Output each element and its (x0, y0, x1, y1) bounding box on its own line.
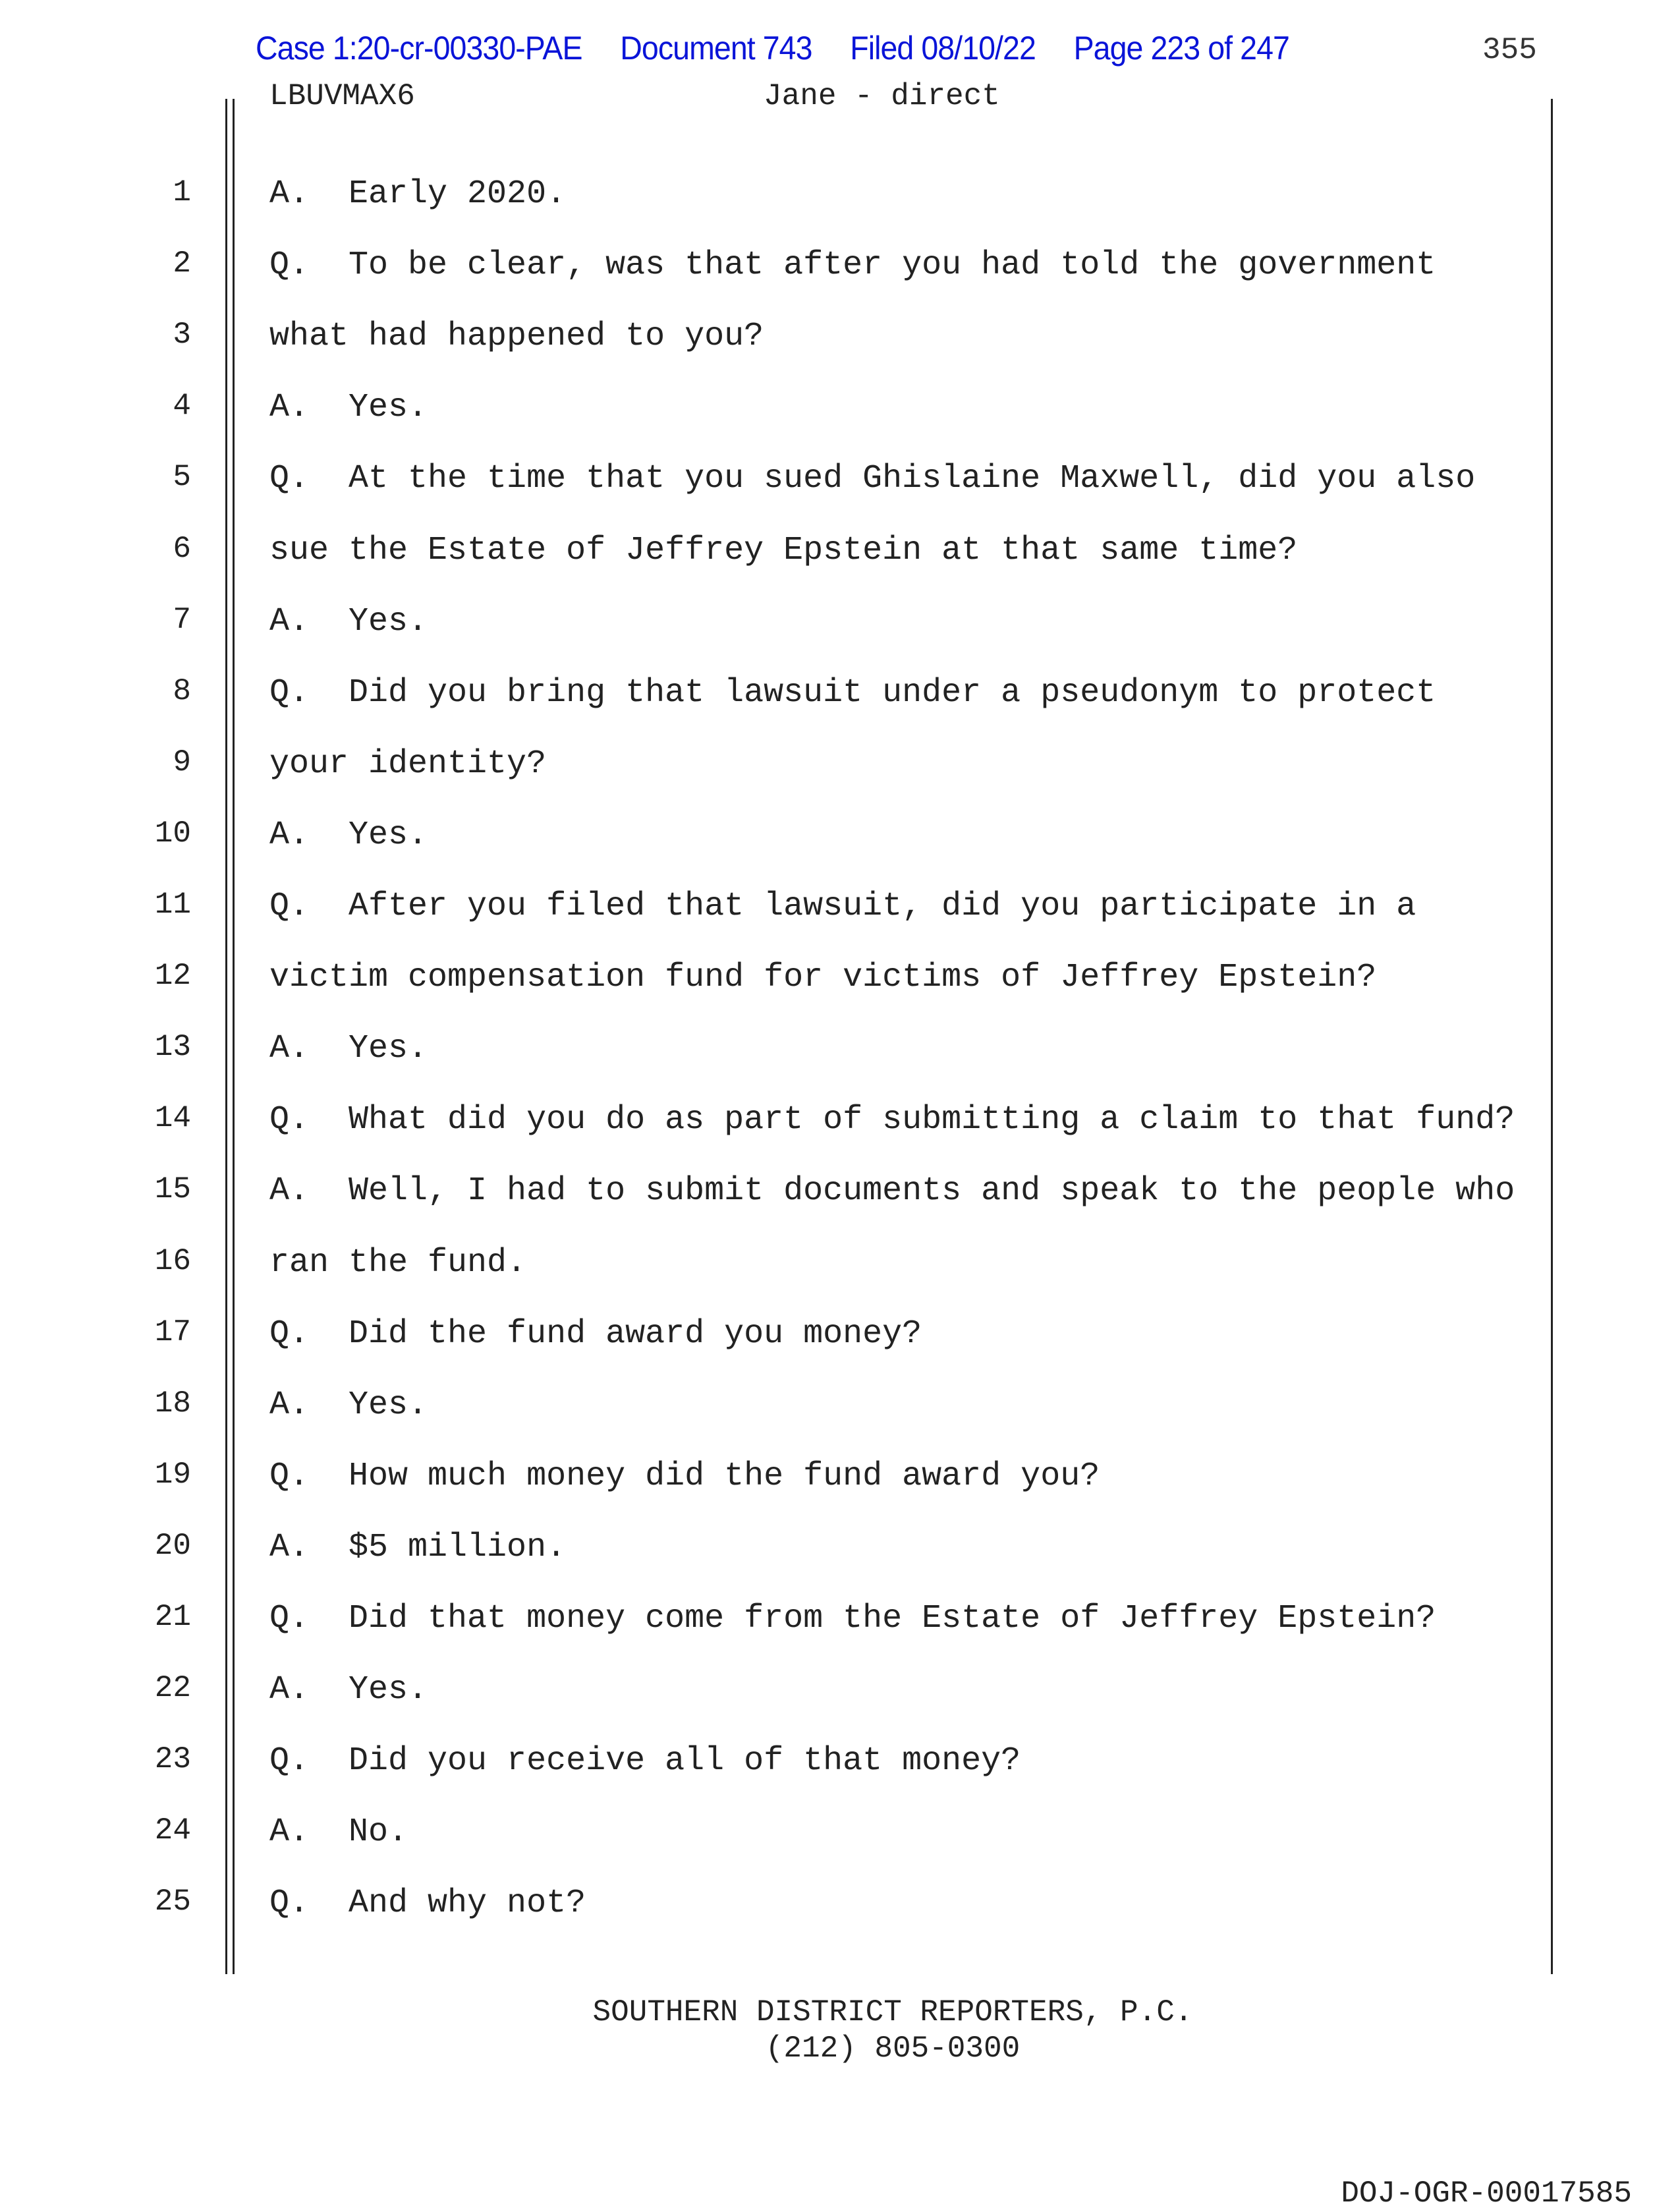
transcript-line: Q. What did you do as part of submitting a claim to that fund? (269, 1101, 1515, 1139)
transcript-line: ran the fund. (269, 1243, 527, 1282)
transcript-line: your identity? (269, 745, 547, 783)
transcript-line: Q. After you filed that lawsuit, did you participate in a (269, 888, 1416, 925)
document-number: Document 743 (620, 30, 812, 67)
line-number: 22 (154, 1671, 191, 1706)
line-number: 23 (154, 1742, 191, 1777)
line-number: 6 (173, 531, 191, 566)
line-number: 4 (173, 389, 191, 424)
transcript-line: Q. Did you receive all of that money? (269, 1742, 1021, 1780)
line-number: 8 (173, 673, 191, 708)
transcript-line: sue the Estate of Jeffrey Epstein at that same time? (269, 531, 1298, 569)
line-number: 13 (154, 1030, 191, 1065)
transcript-line: victim compensation fund for victims of Jeffrey Epstein? (269, 959, 1377, 997)
transcript-line: A. Yes. (269, 1030, 428, 1068)
line-number: 2 (173, 246, 191, 281)
left-margin-rule-inner (233, 99, 235, 1974)
line-number: 17 (154, 1315, 191, 1349)
line-number: 19 (154, 1457, 191, 1492)
line-number: 11 (154, 888, 191, 922)
line-number: 18 (154, 1386, 191, 1421)
transcript-line: A. Yes. (269, 602, 428, 640)
transcript-line: Q. Did that money come from the Estate of Jeffrey Epstein? (269, 1600, 1436, 1637)
running-head-section: Jane - direct (764, 79, 1000, 113)
line-number: 7 (173, 602, 191, 637)
case-number: Case 1:20-cr-00330-PAE (256, 30, 582, 67)
transcript-line: A. $5 million. (269, 1528, 567, 1566)
line-number: 12 (154, 959, 191, 994)
transcript-line: Q. How much money did the fund award you? (269, 1457, 1100, 1495)
right-margin-rule (1551, 99, 1553, 1974)
transcript-line: Q. Did you bring that lawsuit under a pseudonym to protect (269, 673, 1436, 712)
page-of: Page 223 of 247 (1073, 30, 1289, 67)
transcript-line: A. No. (269, 1813, 408, 1852)
reporter-name: SOUTHERN DISTRICT REPORTERS, P.C. (592, 1995, 1193, 2029)
line-number: 10 (154, 816, 191, 851)
line-number: 20 (154, 1528, 191, 1563)
line-number: 9 (173, 745, 191, 780)
transcript-line: Q. And why not? (269, 1885, 586, 1923)
transcript-line: A. Yes. (269, 389, 428, 427)
transcript-line: Q. To be clear, was that after you had told the government (269, 246, 1436, 285)
line-number: 25 (154, 1885, 191, 1919)
line-number: 3 (173, 318, 191, 353)
transcript-line: A. Yes. (269, 1386, 428, 1424)
line-number: 14 (154, 1101, 191, 1136)
line-number: 16 (154, 1243, 191, 1278)
line-number: 5 (173, 460, 191, 495)
transcript-line: A. Yes. (269, 816, 428, 854)
case-header (256, 29, 1328, 67)
bates-number: DOJ-OGR-00017585 (1341, 2176, 1632, 2211)
line-number: 21 (154, 1600, 191, 1634)
transcript-page-number: 355 (1482, 33, 1537, 67)
transcript-line: what had happened to you? (269, 318, 764, 356)
filed-date: Filed 08/10/22 (850, 30, 1036, 67)
running-head-code: LBUVMAX6 (269, 79, 415, 113)
line-number: 15 (154, 1172, 191, 1207)
transcript-line: A. Early 2020. (269, 175, 567, 213)
left-margin-rule-outer (225, 99, 227, 1974)
transcript-line: A. Yes. (269, 1671, 428, 1709)
transcript-line: Q. At the time that you sued Ghislaine Maxwell, did you also (269, 460, 1476, 498)
reporter-phone: (212) 805-0300 (765, 2031, 1021, 2066)
line-number: 1 (173, 175, 191, 210)
transcript-line: Q. Did the fund award you money? (269, 1315, 922, 1353)
transcript-line: A. Well, I had to submit documents and speak to the people who (269, 1172, 1515, 1210)
line-number: 24 (154, 1813, 191, 1848)
